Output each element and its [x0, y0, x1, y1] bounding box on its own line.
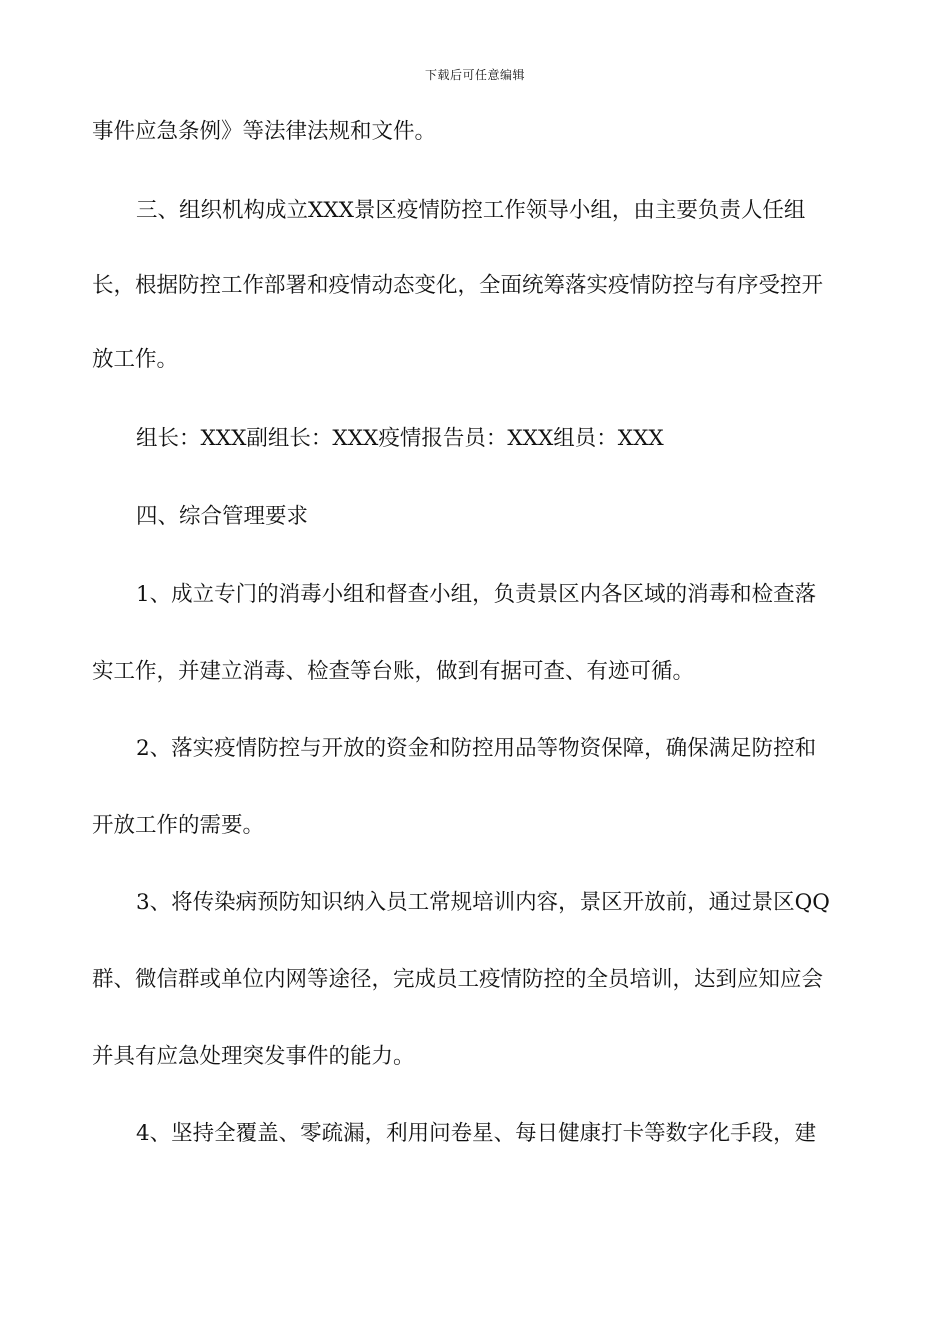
paragraph-line: 并具有应急处理突发事件的能力。	[92, 1044, 415, 1069]
section-heading-management: 四、综合管理要求	[136, 504, 309, 529]
list-item-4: 4、坚持全覆盖、零疏漏，利用问卷星、每日健康打卡等数字化手段，建	[136, 1121, 817, 1146]
section-heading-organization: 三、组织机构成立XXX景区疫情防控工作领导小组，由主要负责人任组	[136, 198, 806, 223]
list-item-1: 1、成立专门的消毒小组和督查小组，负责景区内各区域的消毒和检查落	[136, 582, 817, 607]
paragraph-line: 放工作。	[92, 347, 179, 372]
paragraph-line: 事件应急条例》等法律法规和文件。	[92, 119, 437, 144]
team-members-line: 组长：XXX副组长：XXX疫情报告员：XXX组员：XXX	[136, 426, 664, 451]
list-item-2: 2、落实疫情防控与开放的资金和防控用品等物资保障，确保满足防控和	[136, 736, 817, 761]
paragraph-line: 实工作，并建立消毒、检查等台账，做到有据可查、有迹可循。	[92, 659, 695, 684]
paragraph-line: 群、微信群或单位内网等途径，完成员工疫情防控的全员培训，达到应知应会	[92, 967, 824, 992]
paragraph-line: 开放工作的需要。	[92, 813, 265, 838]
page-header-note: 下载后可任意编辑	[424, 68, 525, 82]
list-item-3: 3、将传染病预防知识纳入员工常规培训内容，景区开放前，通过景区QQ	[136, 890, 830, 915]
paragraph-line: 长，根据防控工作部署和疫情动态变化，全面统筹落实疫情防控与有序受控开	[92, 273, 824, 298]
